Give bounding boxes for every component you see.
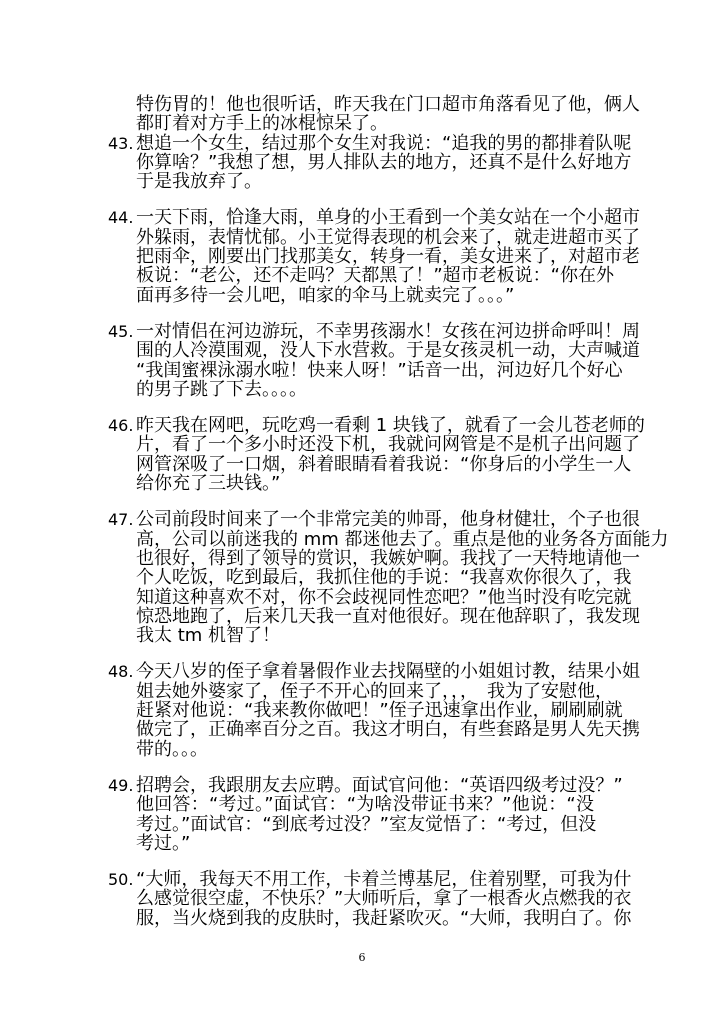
text-line: 赶紧对他说：“我来教你做吧！”侄子迅速拿出作业，刷刷刷就 xyxy=(136,700,623,722)
continued-paragraph xyxy=(108,94,640,135)
numbered-joke-item xyxy=(108,509,669,647)
text-line: 知道这种喜欢不对，你不会歧视同性恋吧？”他当时没有吃完就 xyxy=(136,586,632,608)
numbered-joke-item xyxy=(108,415,645,495)
text-line: 考过。” xyxy=(136,832,191,854)
text-line: 给你充了三块钱。” xyxy=(136,473,281,495)
text-line: 外躲雨，表情忧郁。小王觉得表现的机会来了，就走进超市买了 xyxy=(136,226,640,248)
text-line: 特伤胃的！他也很听话，昨天我在门口超市角落看见了他，俩人 xyxy=(136,94,640,115)
text-line: 于是我放弃了。 xyxy=(136,171,262,193)
text-line: 么感觉很空虚，不快乐？”大师听后，拿了一根香火点燃我的衣 xyxy=(136,888,632,910)
text-line: 面再多待一会儿吧，咱家的伞马上就卖完了。。。” xyxy=(136,284,515,306)
text-line: 想追一个女生，结过那个女生对我说：“追我的男的都排着队呢 xyxy=(136,132,632,154)
text-line: 今天八岁的侄子拿着暑假作业去找隔壁的小姐姐讨教，结果小姐 xyxy=(136,661,640,683)
text-line: 我太 tm 机智了！ xyxy=(136,625,281,647)
text-line: 服，当火烧到我的皮肤时，我赶紧吹灭。“大师，我明白了。你 xyxy=(136,907,632,929)
item-number: 44. xyxy=(108,208,134,228)
text-line: 一天下雨，恰逢大雨，单身的小王看到一个美女站在一个小超市 xyxy=(136,207,640,229)
page-number: 6 xyxy=(358,951,366,964)
item-number: 48. xyxy=(108,662,134,682)
item-number: 43. xyxy=(108,133,134,153)
text-line: 的男子跳了下去。。。。 xyxy=(136,378,307,400)
text-line: 个人吃饭，吃到最后，我抓住他的手说：“我喜欢你很久了，我 xyxy=(136,567,632,589)
text-line: 你算啥？”我想了想，男人排队去的地方，还真不是什么好地方 xyxy=(136,151,632,173)
text-line: 公司前段时间来了一个非常完美的帅哥，他身材健壮，个子也很 xyxy=(136,509,640,531)
text-line: 一对情侣在河边游玩，不幸男孩溺水！女孩在河边拼命呼叫！周 xyxy=(136,320,640,342)
numbered-joke-item xyxy=(108,869,632,929)
numbered-joke-item xyxy=(108,207,640,306)
text-line: 他回答：“考过。”面试官：“为啥没带证书来？”他说：“没 xyxy=(136,794,594,816)
item-number: 45. xyxy=(108,321,134,341)
item-number: 50. xyxy=(108,870,134,890)
text-line: 昨天我在网吧，玩吃鸡一看剩 1 块钱了，就看了一会儿苍老师的 xyxy=(136,415,645,437)
text-line: 也很好，得到了领导的赏识，我嫉妒啊。我找了一天特地请他一 xyxy=(136,547,640,569)
numbered-joke-item xyxy=(108,320,640,400)
text-line: 做完了，正确率百分之百。我这才明白，有些套路是男人先天携 xyxy=(136,719,640,741)
text-line: 片，看了一个多小时还没下机，我就问网管是不是机子出问题了 xyxy=(136,434,640,456)
text-line: 招聘会，我跟朋友去应聘。面试官问他：“英语四级考过没？” xyxy=(136,774,623,796)
numbered-joke-item xyxy=(108,132,632,193)
text-line: 带的。。。 xyxy=(136,738,208,760)
text-line: 高，公司以前迷我的 mm 都迷他去了。重点是他的业务各方面能力 xyxy=(136,528,669,550)
text-line: 网管深吸了一口烟，斜着眼睛看着我说：“你身后的小学生一人 xyxy=(136,453,632,475)
text-line: 考过。”面试官：“到底考过没？”室友觉悟了：“考过，但没 xyxy=(136,813,597,835)
text-line: 惊恐地跑了，后来几天我一直对他很好。现在他辞职了，我发现 xyxy=(136,605,640,627)
text-line: 板说：“老公，还不走吗？天都黑了！”超市老板说：“你在外 xyxy=(136,265,614,287)
item-number: 49. xyxy=(108,775,134,795)
item-number: 46. xyxy=(108,416,134,436)
text-line: 围的人冷漠围观，没人下水营救。于是女孩灵机一动，大声喊道 xyxy=(136,340,640,362)
text-line: 都盯着对方手上的冰棍惊呆了。 xyxy=(136,113,388,135)
text-line: “大师，我每天不用工作，卡着兰博基尼，住着别墅，可我为什 xyxy=(136,869,632,891)
text-line: “我闺蜜裸泳溺水啦！快来人呀！”话音一出，河边好几个好心 xyxy=(136,359,623,381)
text-line: 姐去她外婆家了，侄子不开心的回来了，，， 我为了安慰他， xyxy=(136,680,613,702)
numbered-joke-item xyxy=(108,661,640,760)
item-number: 47. xyxy=(108,510,134,530)
document-body xyxy=(108,94,669,929)
numbered-joke-item xyxy=(108,774,623,854)
text-line: 把雨伞，刚要出门找那美女，转身一看，美女进来了，对超市老 xyxy=(136,246,640,268)
